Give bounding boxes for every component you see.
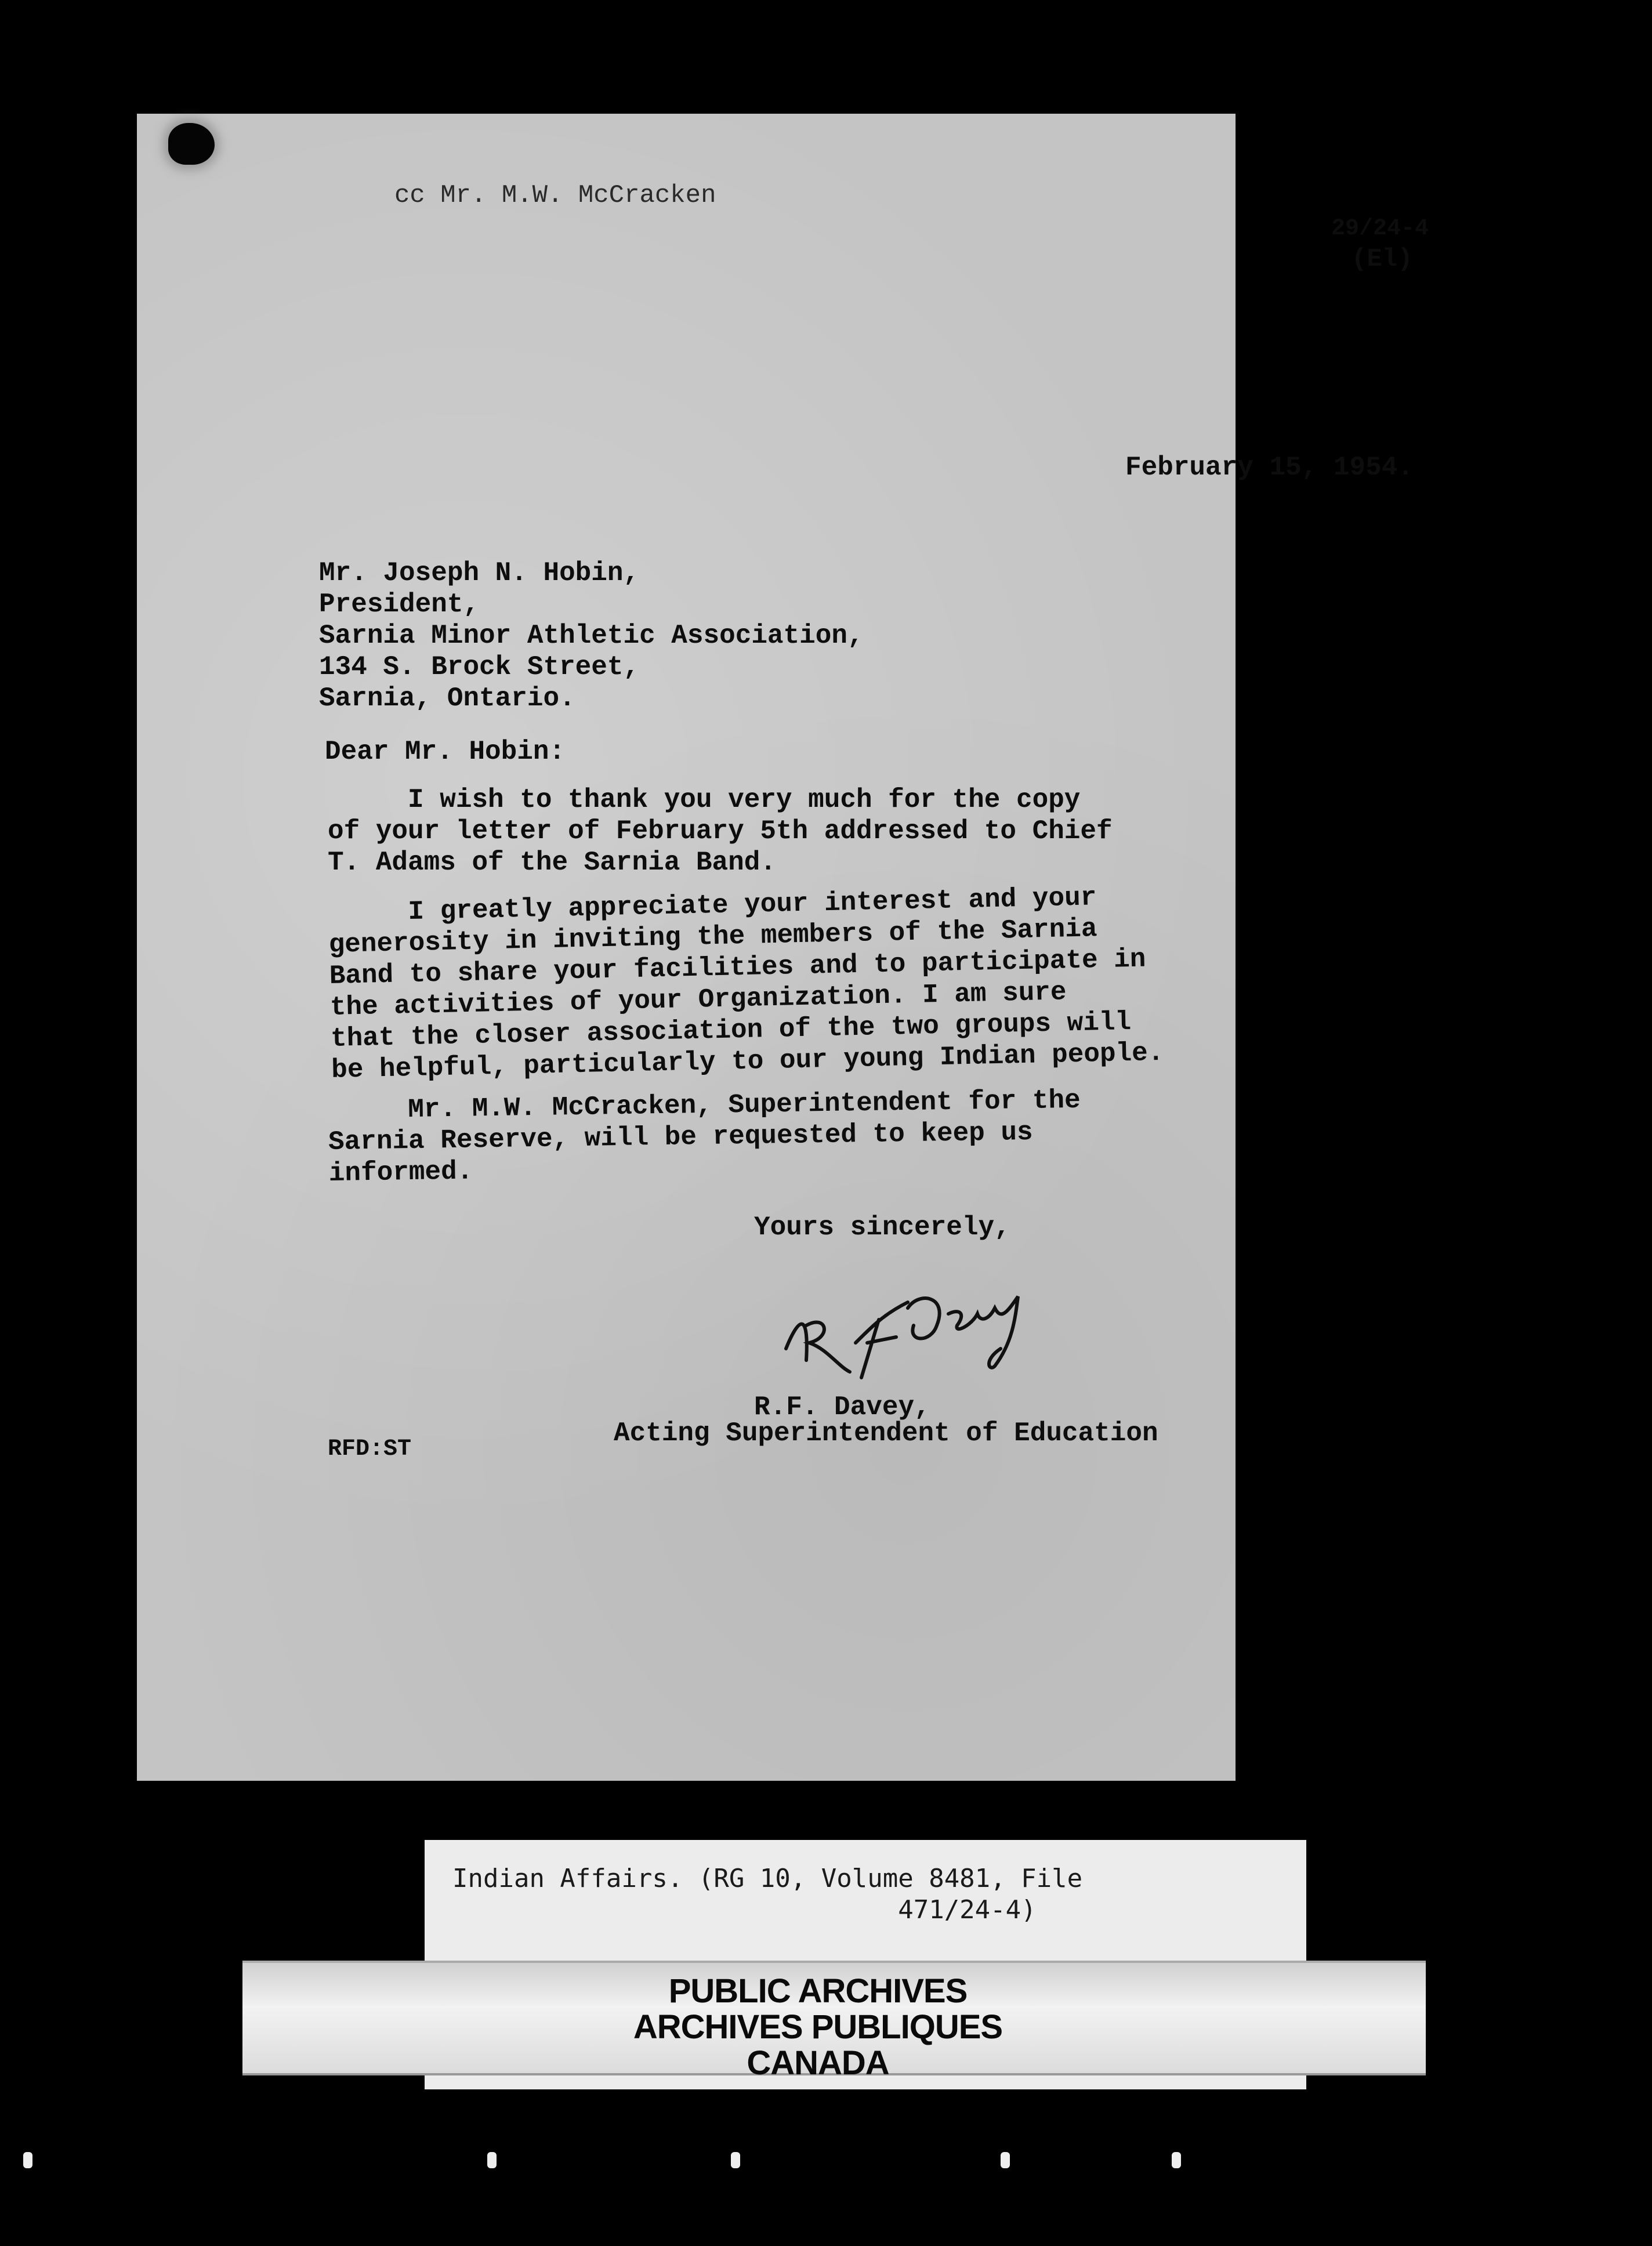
- closing: Yours sincerely,: [754, 1212, 1010, 1242]
- archive-stamp: [615, 1973, 1021, 2081]
- archive-stamp-line: PUBLIC ARCHIVES: [668, 1972, 968, 2010]
- archive-stamp-line: ARCHIVES PUBLIQUES: [633, 2008, 1003, 2046]
- recipient-line: Sarnia Minor Athletic Association,: [319, 621, 864, 651]
- typist-initials: RFD:ST: [328, 1436, 412, 1462]
- punch-hole: [168, 123, 215, 165]
- film-sprocket: [23, 2152, 32, 2168]
- recipient-line: 134 S. Brock Street,: [319, 652, 640, 682]
- body-paragraph: I greatly appreciate your interest and your generosity in inviting the members of the Sarnia Band to share your facilities and to participate in the activities of your Organization. I am sure that the closer association of the two groups will be helpful, particularly to our young Indian people.: [328, 882, 1164, 1085]
- cc-line: cc Mr. M.W. McCracken: [394, 181, 716, 210]
- body-paragraph: Mr. M.W. McCracken, Superintendent for the Sarnia Reserve, will be requested to keep us informed.: [328, 1085, 1081, 1189]
- archive-stamp-line: CANADA: [747, 2044, 889, 2082]
- salutation: Dear Mr. Hobin:: [325, 737, 566, 767]
- film-sprocket: [1001, 2152, 1010, 2168]
- signer-title: Acting Superintendent of Education: [614, 1418, 1158, 1448]
- handwritten-signature: [774, 1256, 1047, 1389]
- film-sprocket: [487, 2152, 497, 2168]
- signer-name: R.F. Davey,: [754, 1392, 930, 1422]
- recipient-line: Mr. Joseph N. Hobin,: [319, 558, 640, 588]
- recipient-line: Sarnia, Ontario.: [319, 683, 575, 713]
- body-paragraph: I wish to thank you very much for the copy of your letter of February 5th addressed to Chief T. Adams of the Sarnia Band.: [328, 785, 1113, 878]
- recipient-line: President,: [319, 589, 480, 620]
- film-sprocket: [1172, 2152, 1181, 2168]
- archive-reference-line: 471/24-4): [452, 1895, 1037, 1925]
- archive-reference-text: [452, 1863, 1082, 1926]
- file-reference: 29/24-4: [1331, 216, 1429, 242]
- file-reference-code: (El): [1352, 245, 1413, 274]
- film-sprocket: [731, 2152, 740, 2168]
- letter-date: February 15, 1954.: [1125, 452, 1414, 483]
- archive-reference-line: Indian Affairs. (RG 10, Volume 8481, File: [452, 1864, 1083, 1893]
